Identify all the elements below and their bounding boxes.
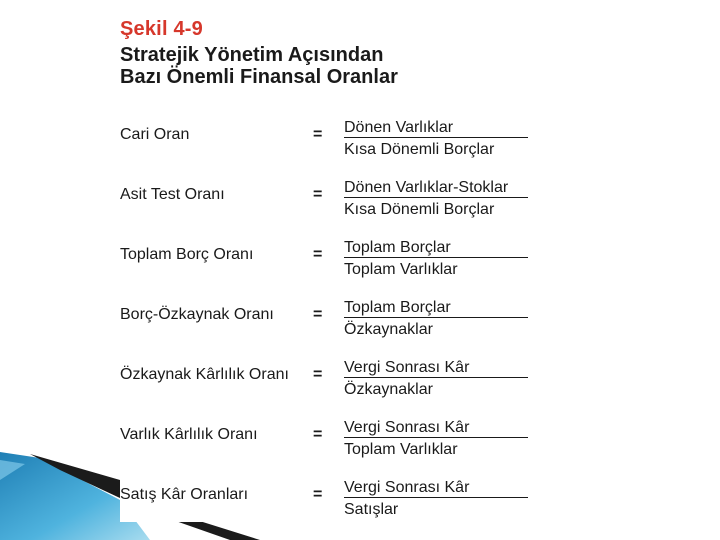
ratio-name: Toplam Borç Oranı xyxy=(120,246,254,263)
denominator: Toplam Varlıklar xyxy=(344,261,458,278)
ratio-name: Cari Oran xyxy=(120,126,190,143)
ratio-formula xyxy=(344,418,530,459)
numerator: Toplam Borçlar xyxy=(344,299,451,316)
numerator: Dönen Varlıklar xyxy=(344,119,454,136)
fraction-bar xyxy=(344,257,528,258)
ratio-formula xyxy=(344,238,530,279)
numerator: Vergi Sonrası Kâr xyxy=(344,479,470,496)
denominator: Özkaynaklar xyxy=(344,381,433,398)
denominator: Toplam Varlıklar xyxy=(344,441,458,458)
ratio-row xyxy=(120,298,540,342)
fraction-bar xyxy=(344,317,528,318)
denominator: Kısa Dönemli Borçlar xyxy=(344,141,495,158)
equals-sign: = xyxy=(313,126,323,143)
numerator: Dönen Varlıklar-Stoklar xyxy=(344,179,509,196)
equals-sign: = xyxy=(313,366,323,383)
equals-sign: = xyxy=(313,306,323,323)
ratio-formula xyxy=(344,298,530,339)
ratio-row xyxy=(120,358,540,402)
ratio-row xyxy=(120,118,540,162)
ratio-row xyxy=(120,238,540,282)
denominator: Satışlar xyxy=(344,501,399,518)
ratio-name: Özkaynak Kârlılık Oranı xyxy=(120,366,289,383)
numerator: Vergi Sonrası Kâr xyxy=(344,419,470,436)
equals-sign: = xyxy=(313,186,323,203)
ratio-name: Borç-Özkaynak Oranı xyxy=(120,306,274,323)
fraction-bar xyxy=(344,137,528,138)
ratio-formula xyxy=(344,358,530,399)
equals-sign: = xyxy=(313,486,323,503)
ratio-formula xyxy=(344,118,530,159)
numerator: Toplam Borçlar xyxy=(344,239,451,256)
fraction-bar xyxy=(344,377,528,378)
ratio-name: Satış Kâr Oranları xyxy=(120,486,249,503)
figure-title-line1: Stratejik Yönetim Açısından xyxy=(120,44,384,66)
figure-label: Şekil 4-9 xyxy=(120,18,203,40)
ratio-row xyxy=(120,418,540,462)
ratio-formula xyxy=(344,478,530,519)
fraction-bar xyxy=(344,197,528,198)
ratio-name: Varlık Kârlılık Oranı xyxy=(120,426,258,443)
figure-title-line2: Bazı Önemli Finansal Oranlar xyxy=(120,66,398,88)
ratio-name: Asit Test Oranı xyxy=(120,186,225,203)
ratio-row xyxy=(120,178,540,222)
ratio-formula xyxy=(344,178,530,219)
numerator: Vergi Sonrası Kâr xyxy=(344,359,470,376)
fraction-bar xyxy=(344,437,528,438)
figure-title xyxy=(120,44,398,88)
fraction-bar xyxy=(344,497,528,498)
ratio-row xyxy=(120,478,540,522)
equals-sign: = xyxy=(313,426,323,443)
equals-sign: = xyxy=(313,246,323,263)
denominator: Özkaynaklar xyxy=(344,321,433,338)
denominator: Kısa Dönemli Borçlar xyxy=(344,201,495,218)
